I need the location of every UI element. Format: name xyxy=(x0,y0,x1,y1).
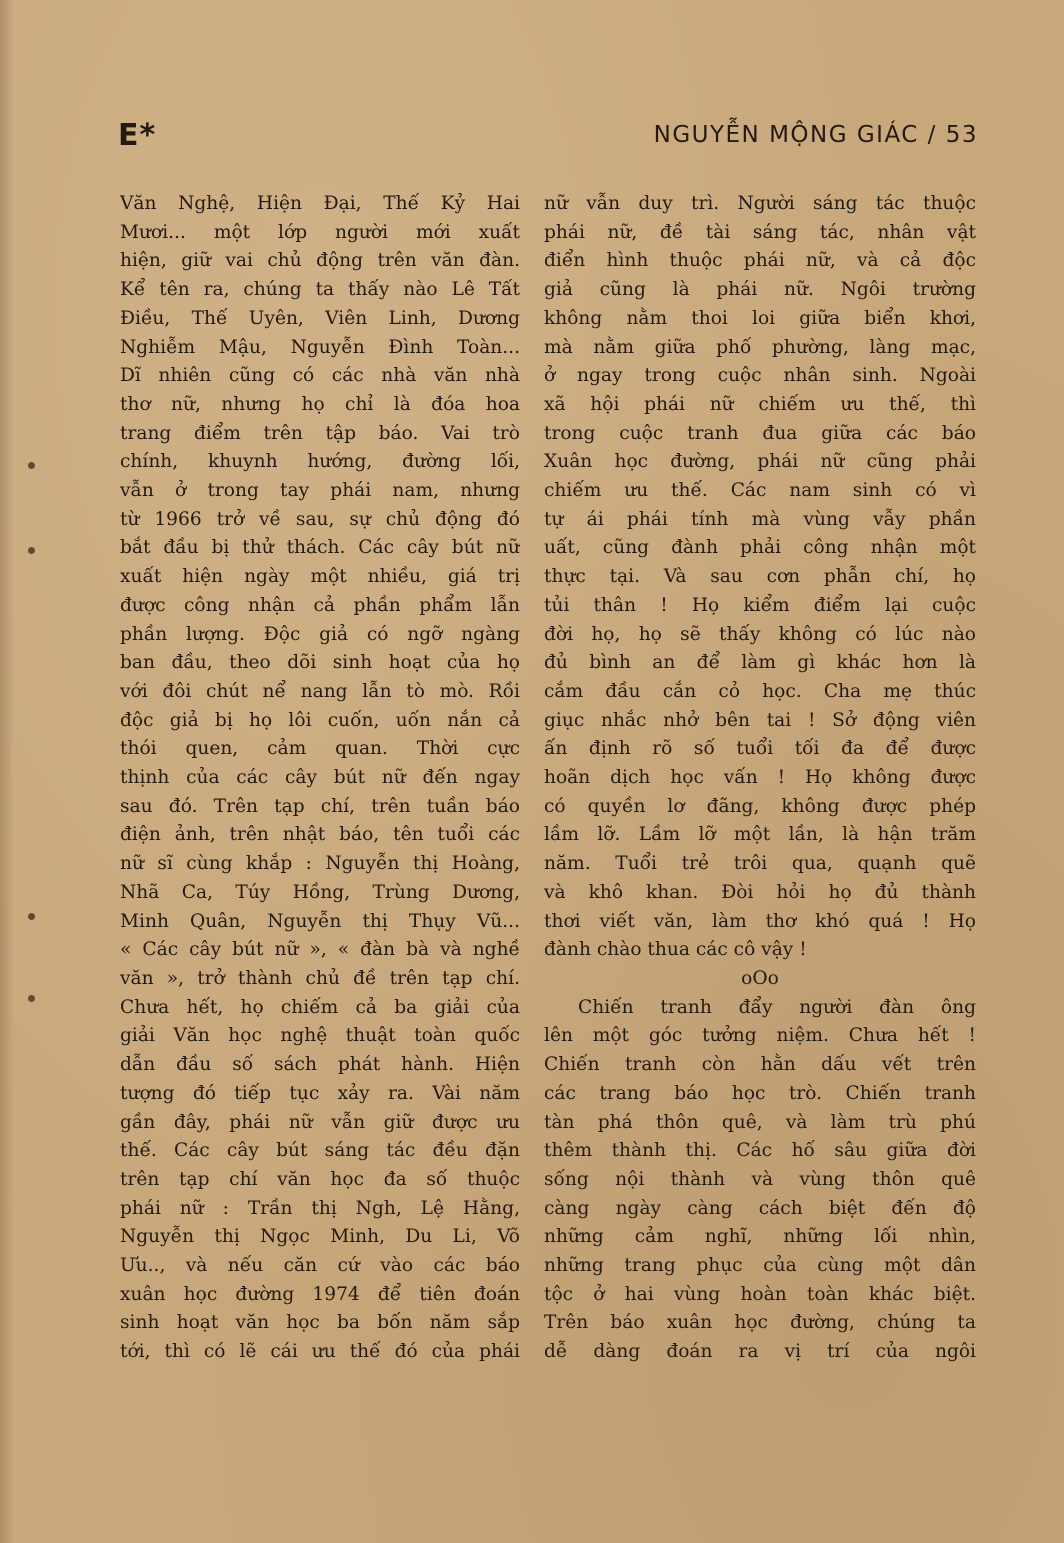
text-line: sống nội thành và vùng thôn quê xyxy=(544,1168,976,1190)
text-line: độc giả bị họ lôi cuốn, uốn nắn cả xyxy=(120,709,520,731)
text-line: Trên báo xuân học đường, chúng ta xyxy=(544,1312,976,1334)
text-line: trong cuộc tranh đua giữa các báo xyxy=(544,422,976,444)
text-line: thêm thành thị. Các hố sâu giữa đời xyxy=(544,1140,976,1162)
right-text-column xyxy=(544,190,976,1367)
text-line: dẫn đầu số sách phát hành. Hiện xyxy=(120,1054,520,1076)
text-line: Nhã Ca, Túy Hồng, Trùng Dương, xyxy=(120,881,520,903)
text-line: thịnh của các cây bút nữ đến ngay xyxy=(120,767,520,789)
text-line: cắm đầu cắn cỏ học. Cha mẹ thúc xyxy=(544,680,976,702)
text-line: bắt đầu bị thử thách. Các cây bút nữ xyxy=(120,537,520,559)
text-line: năm. Tuổi trẻ trôi qua, quạnh quẽ xyxy=(544,853,976,875)
text-line: vẫn ở trong tay phái nam, nhưng xyxy=(120,480,520,502)
text-line: hoãn dịch học vấn ! Họ không được xyxy=(544,767,976,789)
text-line: ở ngay trong cuộc nhân sinh. Ngoài xyxy=(544,365,976,387)
text-line: tới, thì có lẽ cái ưu thế đó của phái xyxy=(120,1341,520,1363)
page-edge-shadow xyxy=(0,0,14,1543)
text-line: Nghiễm Mậu, Nguyễn Đình Toàn... xyxy=(120,336,520,358)
text-line: sinh hoạt văn học ba bốn năm sắp xyxy=(120,1312,520,1334)
text-line: Mươi... một lớp người mới xuất xyxy=(120,221,520,243)
text-line: điển hình thuộc phái nữ, và cả độc xyxy=(544,250,976,272)
text-line: những cảm nghĩ, những lối nhìn, xyxy=(544,1226,976,1248)
text-line: Xuân học đường, phái nữ cũng phải xyxy=(544,451,976,473)
text-line: chiếm ưu thế. Các nam sinh có vì xyxy=(544,480,976,502)
text-line: chính, khuynh hướng, đường lối, xyxy=(120,451,520,473)
text-line: xuân học đường 1974 để tiên đoán xyxy=(120,1283,520,1305)
text-line: nữ vẫn duy trì. Người sáng tác thuộc xyxy=(544,193,976,214)
margin-speck xyxy=(28,547,35,554)
text-line: Ưu.., và nếu căn cứ vào các báo xyxy=(120,1255,520,1277)
text-line: tộc ở hai vùng hoàn toàn khác biệt. xyxy=(544,1283,976,1305)
text-line: lên một góc tưởng niệm. Chưa hết ! xyxy=(544,1025,976,1047)
text-line: mà nằm giữa phố phường, làng mạc, xyxy=(544,336,976,358)
text-line: tàn phá thôn quê, và làm trù phú xyxy=(544,1111,976,1133)
text-line: thói quen, cảm quan. Thời cực xyxy=(120,738,520,760)
text-line: không nằm thoi loi giữa biển khơi, xyxy=(544,307,976,329)
text-line: trang điểm trên tập báo. Vai trò xyxy=(120,422,520,444)
text-line: Văn Nghệ, Hiện Đại, Thế Kỷ Hai xyxy=(120,193,520,214)
text-line: sau đó. Trên tạp chí, trên tuần báo xyxy=(120,795,520,817)
text-line: phái nữ, đề tài sáng tác, nhân vật xyxy=(544,221,976,243)
text-line: nữ sĩ cùng khắp : Nguyễn thị Hoàng, xyxy=(120,853,520,875)
text-line: và khô khan. Đòi hỏi họ đủ thành xyxy=(544,881,976,903)
text-line: giục nhắc nhở bên tai ! Sở động viên xyxy=(544,709,976,731)
text-line: phái nữ : Trần thị Ngh, Lệ Hằng, xyxy=(120,1197,520,1219)
text-line: đời họ, họ sẽ thấy không có lúc nào xyxy=(544,623,976,645)
text-line: ban đầu, theo dõi sinh hoạt của họ xyxy=(120,652,520,674)
text-line: Chiến tranh còn hằn dấu vết trên xyxy=(544,1054,976,1076)
text-line: những trang phục của cùng một dân xyxy=(544,1255,976,1277)
text-line: giải Văn học nghệ thuật toàn quốc xyxy=(120,1025,520,1047)
text-line: phần lượng. Độc giả có ngỡ ngàng xyxy=(120,623,520,645)
running-header: NGUYỄN MỘNG GIÁC / 53 xyxy=(653,122,978,148)
text-line: Điều, Thế Uyên, Viên Linh, Dương xyxy=(120,307,520,329)
text-line: hiện, giữ vai chủ động trên văn đàn. xyxy=(120,250,520,272)
text-line: từ 1966 trở về sau, sự chủ động đó xyxy=(120,508,520,530)
text-line: đủ bình an để làm gì khác hơn là xyxy=(544,652,976,674)
margin-speck xyxy=(28,462,35,469)
text-line: thơ nữ, nhưng họ chỉ là đóa hoa xyxy=(120,393,520,415)
text-line: dễ dàng đoán ra vị trí của ngôi xyxy=(544,1341,976,1363)
text-line: Chưa hết, họ chiếm cả ba giải của xyxy=(120,996,520,1018)
text-line: xã hội phái nữ chiếm ưu thế, thì xyxy=(544,393,976,415)
text-line: tủi thân ! Họ kiểm điểm lại cuộc xyxy=(544,594,976,616)
text-line: gần đây, phái nữ vẫn giữ được ưu xyxy=(120,1111,520,1133)
text-line: với đôi chút nể nang lẫn tò mò. Rồi xyxy=(120,680,520,702)
text-line: Chiến tranh đẩy người đàn ông xyxy=(578,996,976,1018)
text-line: Kể tên ra, chúng ta thấy nào Lê Tất xyxy=(120,279,520,301)
text-line: uất, cũng đành phải công nhận một xyxy=(544,537,976,559)
text-line: có quyền lơ đãng, không được phép xyxy=(544,795,976,817)
text-line: thơi viết văn, làm thơ khó quá ! Họ xyxy=(544,910,976,932)
text-line: đành chào thua các cô vậy ! xyxy=(544,939,807,961)
text-line: Dĩ nhiên cũng có các nhà văn nhà xyxy=(120,365,520,387)
text-line: tượng đó tiếp tục xảy ra. Vài năm xyxy=(120,1082,520,1104)
text-line: điện ảnh, trên nhật báo, tên tuổi các xyxy=(120,824,520,846)
section-mark: E* xyxy=(118,118,157,153)
text-line: « Các cây bút nữ », « đàn bà và nghề xyxy=(120,939,520,961)
text-line: trên tạp chí văn học đa số thuộc xyxy=(120,1168,520,1190)
margin-speck xyxy=(28,913,35,920)
text-line: càng ngày càng cách biệt đến độ xyxy=(544,1197,976,1219)
text-line: Nguyễn thị Ngọc Minh, Du Li, Võ xyxy=(120,1226,520,1248)
text-line: thực tại. Và sau cơn phẫn chí, họ xyxy=(544,566,976,588)
text-line: văn », trở thành chủ đề trên tạp chí. xyxy=(120,967,520,989)
text-line: oOo xyxy=(741,967,779,989)
text-line: thế. Các cây bút sáng tác đều đặn xyxy=(120,1140,520,1162)
text-line: Minh Quân, Nguyễn thị Thụy Vũ... xyxy=(120,910,520,932)
margin-speck xyxy=(28,995,35,1002)
text-line: tự ái phái tính mà vùng vẫy phần xyxy=(544,508,976,530)
text-line: giả cũng là phái nữ. Ngôi trường xyxy=(544,279,976,301)
text-line: lầm lỡ. Lầm lỡ một lần, là hận trăm xyxy=(544,824,976,846)
text-line: các trang báo học trò. Chiến tranh xyxy=(544,1082,976,1104)
left-text-column xyxy=(120,190,520,1367)
text-line: xuất hiện ngày một nhiều, giá trị xyxy=(120,566,520,588)
text-line: ấn định rõ số tuổi tối đa để được xyxy=(544,738,976,760)
text-line: được công nhận cả phần phẩm lẫn xyxy=(120,594,520,616)
